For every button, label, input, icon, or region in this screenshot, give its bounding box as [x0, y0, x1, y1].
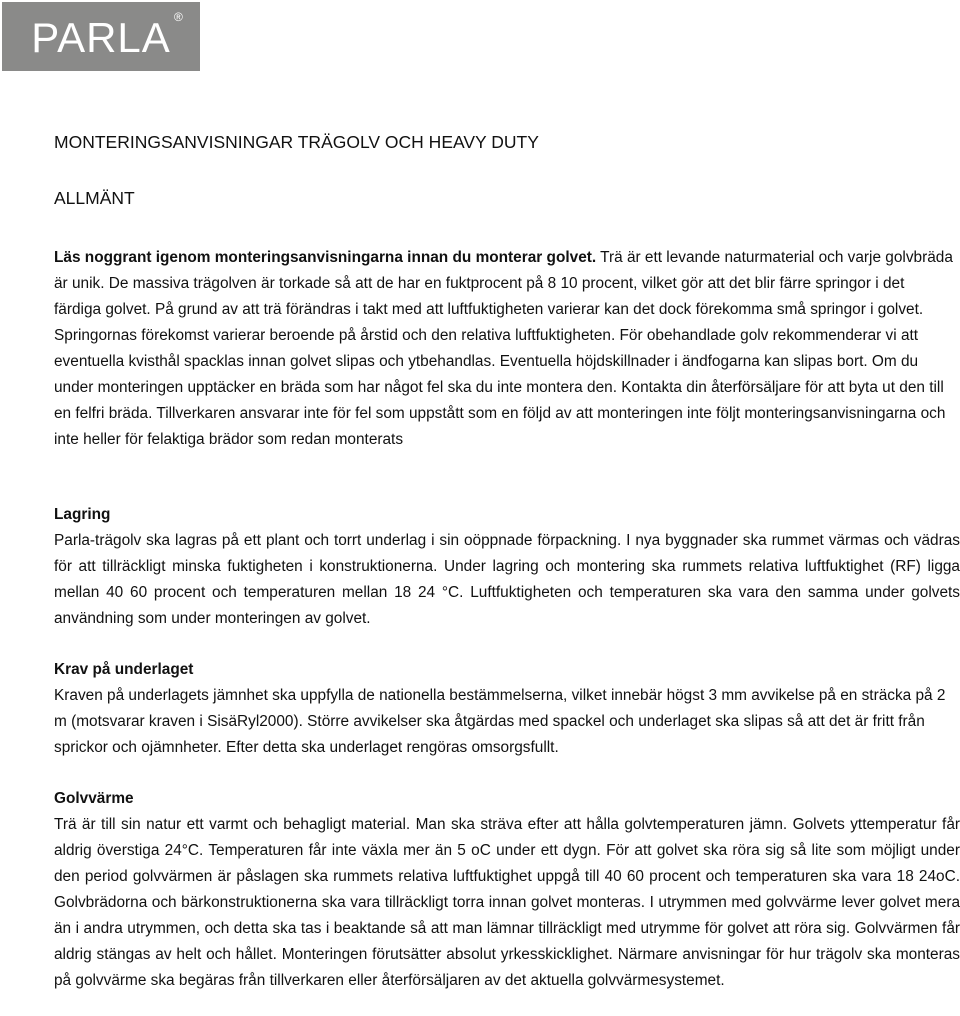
section-text-golvvarme: Trä är till sin natur ett varmt och behagligt material. Man ska sträva efter att hålla golvtemperaturen jämn. Golvets yttemperatur får aldrig överstiga 24°C. Temperaturen får inte växla mer än 5 oC under ett dygn. För att golvet ska röra sig så lite som möjligt under den period golvvärmen är påslagen ska rummets relativa luftfuktighet uppgå till 40 60 procent och temperaturen ska vara 18 24oC. Golvbrädorna och bärkonstruktionerna ska vara tillräckligt torra innan golvet monteras. I utrymmen med golvvärme lever golvet mera än i andra utrymmen, och detta ska tas i beaktande så att man lämnar tillräckligt med utrymme för golvet att röra sig. Golvvärmen får aldrig stängas av helt och hållet. Monteringen förutsätter absolut yrkesskicklighet. Närmare anvisningar för hur trägolv ska monteras på golvvärme ska begäras från tillverkaren eller återförsäljaren av det aktuella golvvärmesystemet. [54, 816, 960, 989]
intro-lead: Läs noggrant igenom monteringsanvisningarna innan du monterar golvet. [54, 249, 597, 266]
section-text-underlag: Kraven på underlagets jämnhet ska uppfylla de nationella bestämmelserna, vilket innebär högst 3 mm avvikelse på en sträcka på 2 m (motsvarar kraven i SisäRyl2000). Större avvikelser ska åtgärdas med spackel och underlaget ska slipas så att det är fritt från sprickor och ojämnheter. Efter detta ska underlaget rengöras omsorgsfullt. [54, 687, 946, 756]
section-lagring [54, 502, 960, 632]
intro-text [54, 245, 954, 453]
parla-logo [2, 2, 200, 71]
section-text-lagring: Parla-trägolv ska lagras på ett plant och torrt underlag i sin oöppnade förpackning. I nya byggnader ska rummet värmas och vädras för att tillräckligt minska fuktigheten i konstruktionerna. Under lagring och montering ska rummets relativa luftfuktighet (RF) ligga mellan 40 60 procent och temperaturen mellan 18 24 °C. Luftfuktigheten och temperaturen ska vara den samma under golvets användning som under monteringen av golvet. [54, 532, 960, 627]
section-underlag [54, 657, 960, 761]
logo-wordmark [31, 9, 184, 61]
section-title-underlag: Krav på underlaget [54, 661, 194, 678]
section-title-lagring: Lagring [54, 506, 111, 523]
logo-text: PARLA [31, 13, 171, 61]
intro-body: Trä är ett levande naturmaterial och varje golvbräda är unik. De massiva trägolven är torkade så att de har en fuktprocent på 8 10 procent, vilket gör att det blir färre springor i det färdiga golvet. På grund av att trä förändras i takt med att luftfuktigheten varierar kan det dock förekomma små springor i golvet. Springornas förekomst varierar beroende på årstid och den relativa luftfuktigheten. För obehandlade golv rekommenderar vi att eventuella kvisthål spacklas innan golvet slipas och ytbehandlas. Eventuella höjdskillnader i ändfogarna kan slipas bort. Om du under monteringen upptäcker en bräda som har något fel ska du inte montera den. Kontakta din återförsäljare för att byta ut den till en felfri bräda. Tillverkaren ansvarar inte för fel som uppstått som en följd av att monteringen inte följt monteringsanvisningarna och inte heller för felaktiga brädor som redan monterats [54, 249, 953, 448]
section-title-golvvarme: Golvvärme [54, 790, 134, 807]
registered-mark: ® [173, 9, 184, 24]
intro-paragraph [54, 245, 954, 453]
section-heading-allmant: ALLMÄNT [54, 188, 135, 208]
document-title: MONTERINGSANVISNINGAR TRÄGOLV OCH HEAVY DUTY [54, 132, 539, 152]
section-golvvarme [54, 786, 960, 994]
